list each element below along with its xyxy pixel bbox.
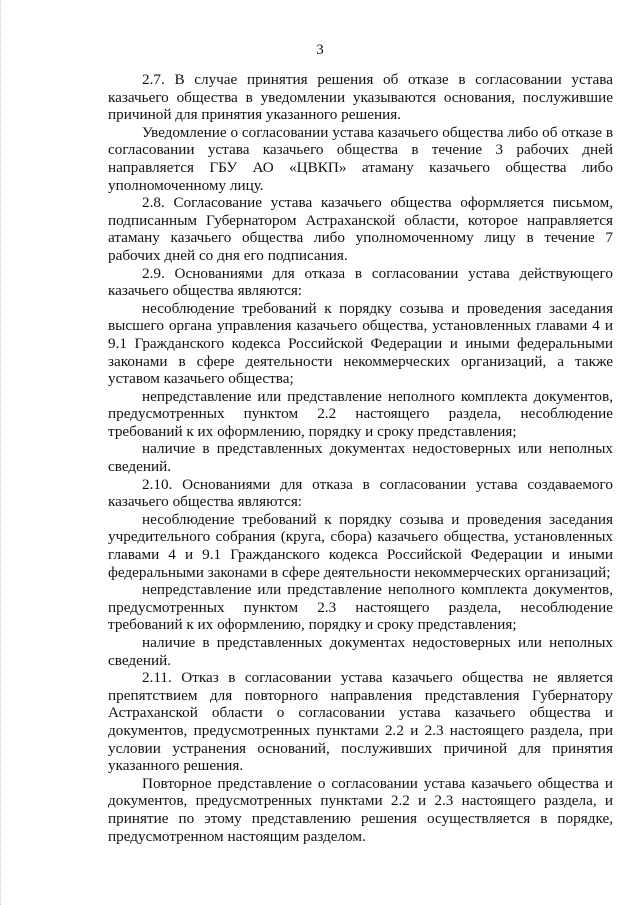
scan-edge (0, 0, 4, 905)
paragraph-repeat-submission: Повторное представление о согласовании устава казачьего общества и документов, предусмотренных пунктами 2.2 и 2.3 настоящего раздела, и принятие по этому представлению решения осуществляется в порядке, предусмотренном настоящим разделом. (108, 774, 613, 845)
paragraph-2-10-item-3: наличие в представленных документах недостоверных или неполных сведений. (108, 634, 613, 669)
page-number: 3 (316, 42, 324, 58)
document-body (108, 71, 613, 845)
paragraph-2-11: 2.11. Отказ в согласовании устава казачьего общества не является препятствием для повторного направления представления Губернатору Астраханской области о согласовании устава казачьего общества и документов, предусмотренных пунктами 2.2 и 2.3 настоящего раздела, при условии устранения оснований, послуживших причиной для принятия указанного решения. (108, 669, 613, 775)
paragraph-2-10-item-1: несоблюдение требований к порядку созыва и проведения заседания учредительного собрания (круга, сбора) казачьего общества, установленных главами 4 и 9.1 Гражданского кодекса Российской Федерации и иными федеральными законами в сфере деятельности некоммерческих организаций; (108, 510, 613, 581)
paragraph-2-9-item-1: несоблюдение требований к порядку созыва и проведения заседания высшего органа управления казачьего общества, установленных главами 4 и 9.1 Гражданского кодекса Российской Федерации и иными федеральными законами в сфере деятельности некоммерческих организаций, а также уставом казачьего общества; (108, 299, 613, 388)
paragraph-2-9-item-3: наличие в представленных документах недостоверных или неполных сведений. (108, 440, 613, 476)
paragraph-2-10-item-2: непредставление или представление неполного комплекта документов, предусмотренных пунктом 2.3 настоящего раздела, несоблюдение требований к их оформлению, порядку и сроку представления; (108, 581, 613, 634)
paragraph-2-10: 2.10. Основаниями для отказа в согласовании устава создаваемого казачьего общества являются: (108, 475, 613, 511)
paragraph-2-8: 2.8. Согласование устава казачьего общества оформляется письмом, подписанным Губернатором Астраханской области, которое направляется атаману казачьего общества либо уполномоченному лицу в течение 7 рабочих дней со дня его подписания. (108, 194, 613, 264)
paragraph-2-9: 2.9. Основаниями для отказа в согласовании устава действующего казачьего общества являются: (108, 264, 613, 300)
paragraph-2-7: 2.7. В случае принятия решения об отказе в согласовании устава казачьего общества в уведомлении указываются основания, послужившие причиной для принятия указанного решения. (108, 71, 613, 124)
paragraph-notification: Уведомление о согласовании устава казачьего общества либо об отказе в согласовании устава казачьего общества в течение 3 рабочих дней направляется ГБУ АО «ЦВКП» атаману казачьего общества либо уполномоченному лицу. (108, 123, 613, 194)
paragraph-2-9-item-2: непредставление или представление неполного комплекта документов, предусмотренных пунктом 2.2 настоящего раздела, несоблюдение требований к их оформлению, порядку и сроку представления; (108, 387, 613, 440)
